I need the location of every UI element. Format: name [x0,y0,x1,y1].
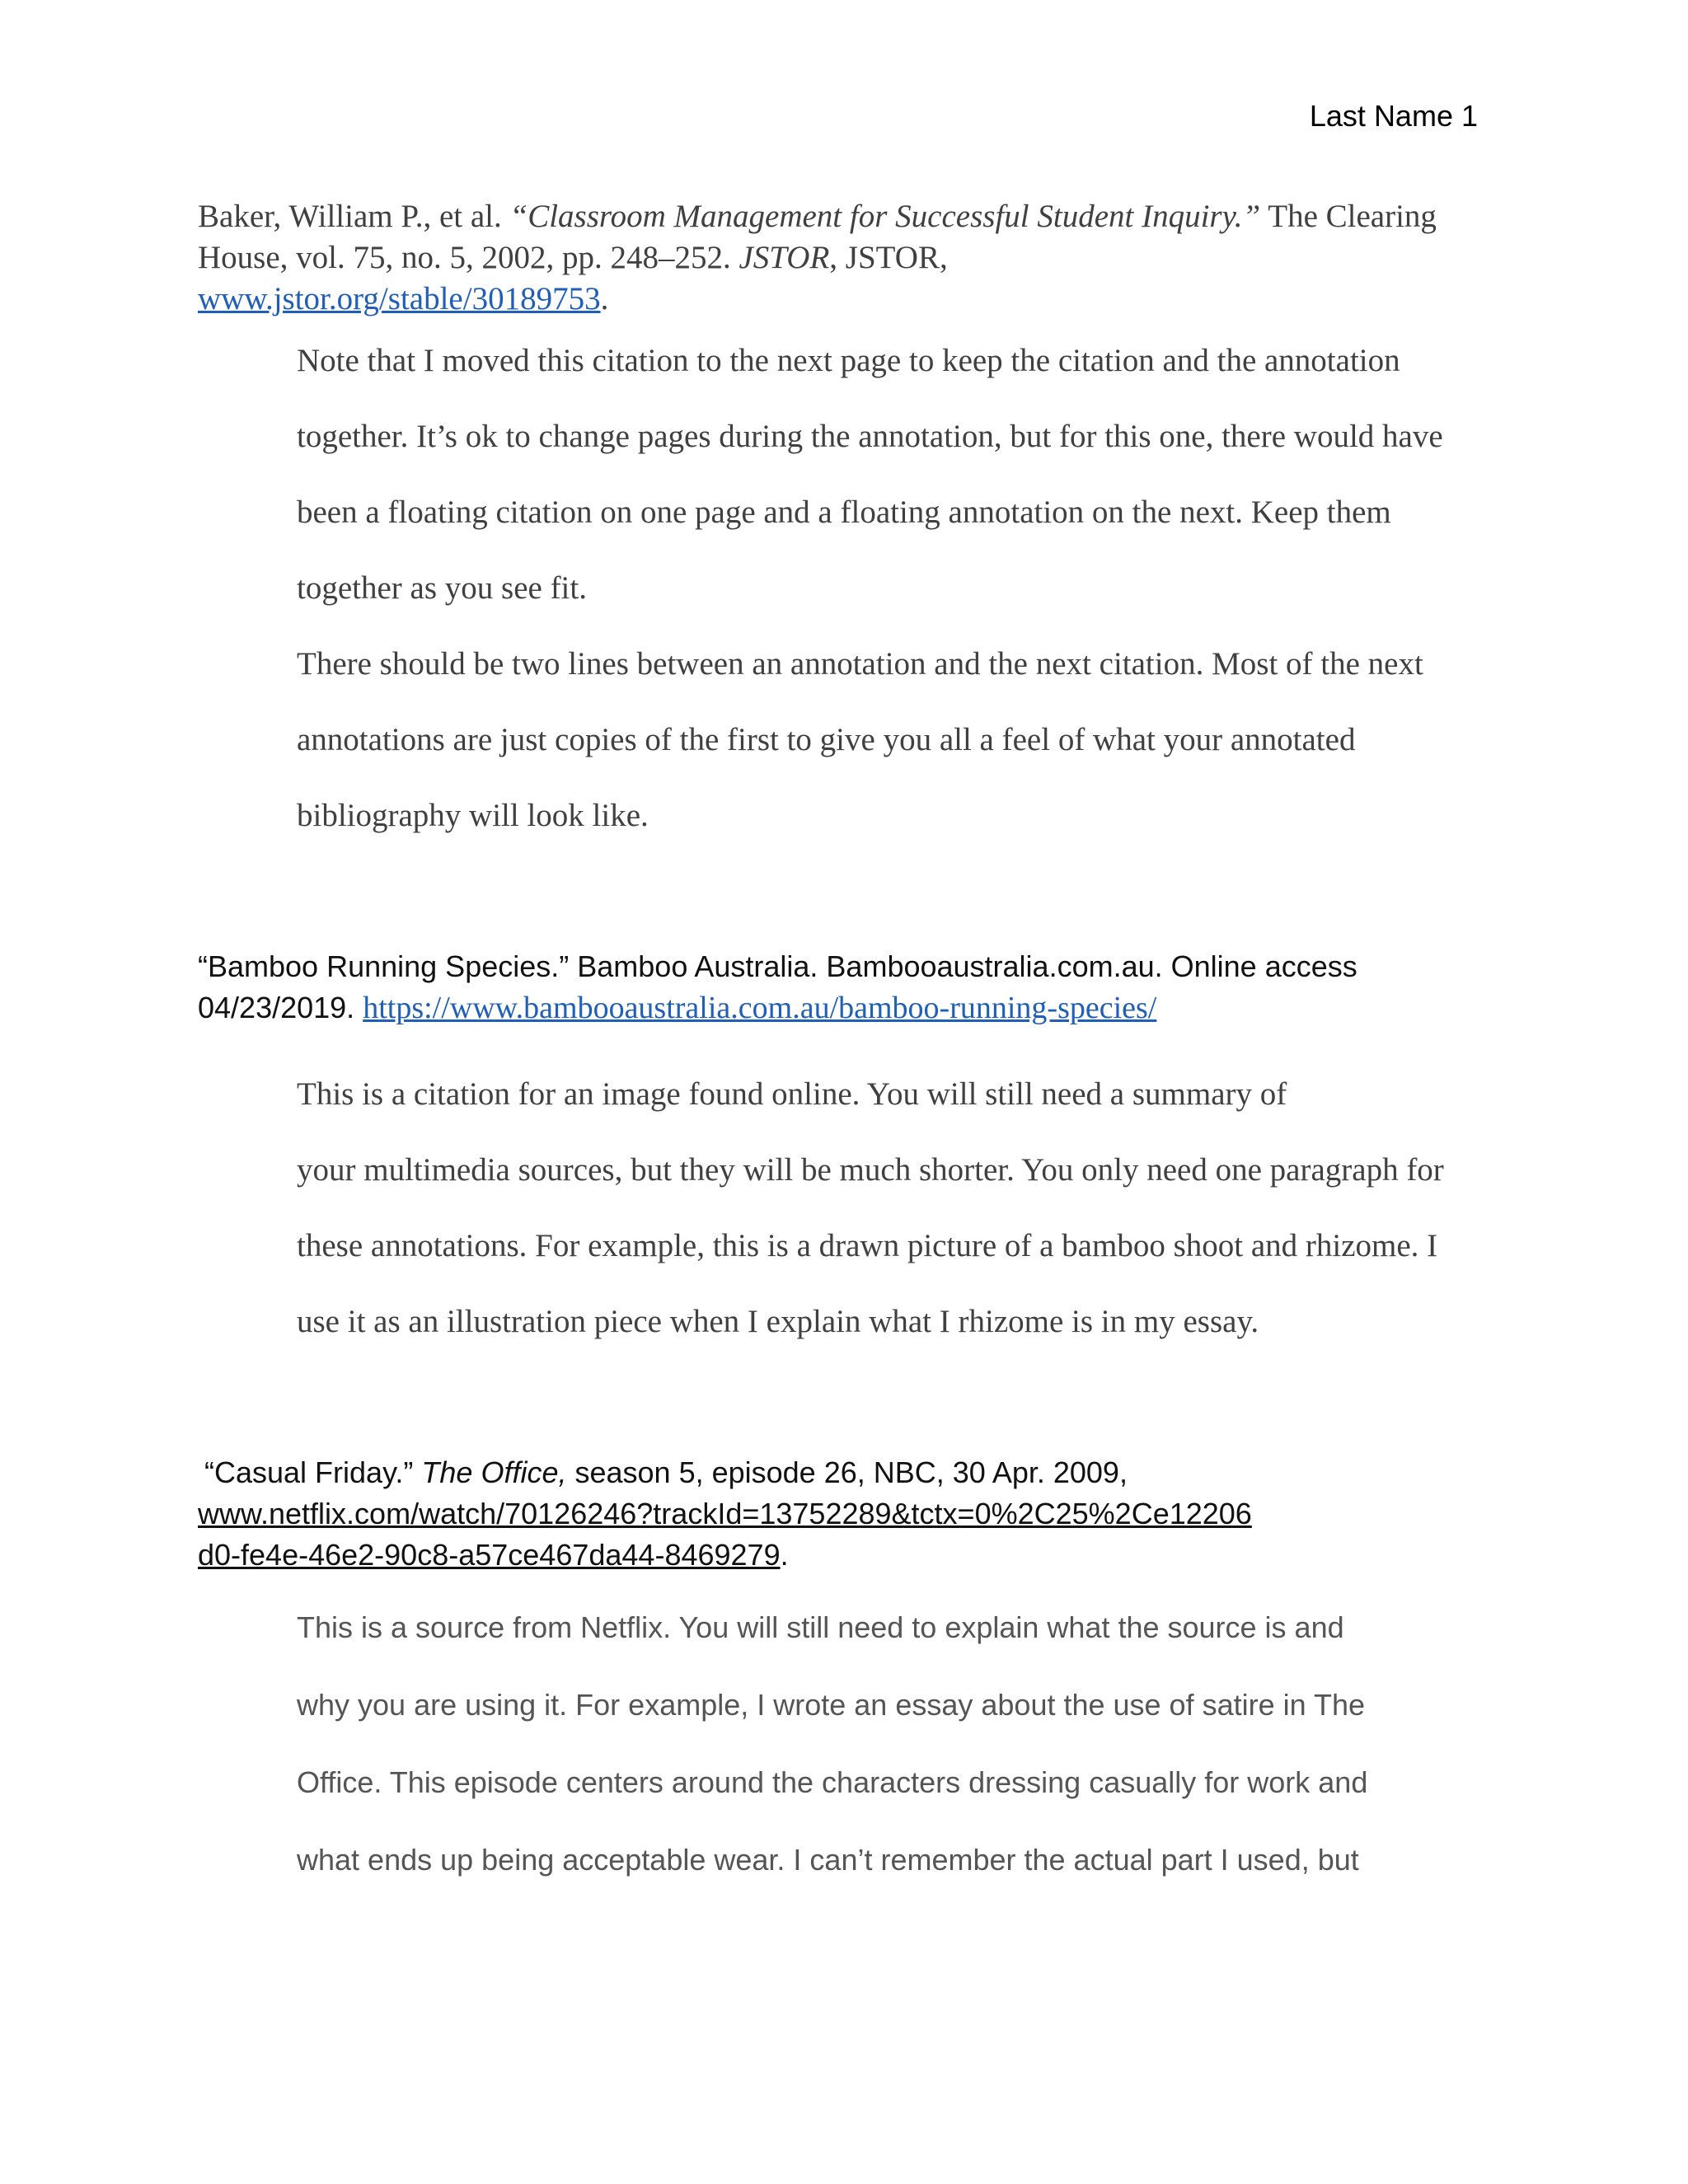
annotation-line: This is a citation for an image found online. You will still need a summary of [297,1076,1287,1112]
annotation-line: Note that I moved this citation to the next page to keep the citation and the annotation [297,343,1400,378]
citation-end-period: . [780,1538,789,1572]
annotation-line: together. It’s ok to change pages during the annotation, but for this one, there would have [297,419,1443,454]
annotation-line: annotations are just copies of the first to give you all a feel of what your annotated [297,722,1356,757]
annotation-line: what ends up being acceptable wear. I can’t remember the actual part I used, but [297,1843,1359,1877]
page-header: Last Name 1 [1309,99,1478,133]
annotation-line: bibliography will look like. [297,798,649,833]
citation-access-date: 04/23/2019. [198,991,355,1024]
annotation-baker [297,323,1484,854]
citation-url-link[interactable]: www.jstor.org/stable/30189753 [198,281,601,316]
annotation-office [297,1589,1484,1899]
citation-baker [198,196,1574,320]
citation-url-link[interactable]: www.netflix.com/watch/70126246?trackId=13752289&tctx=0%2C25%2Ce12206 [198,1497,1252,1530]
citation-episode-title: “Casual Friday.” [204,1455,414,1489]
citation-office [198,1452,1581,1576]
annotation-line: been a floating citation on one page and a floating annotation on the next. Keep them [297,494,1391,530]
annotation-bamboo [297,1057,1484,1360]
citation-bamboo [198,946,1574,1029]
annotation-line: There should be two lines between an annotation and the next citation. Most of the next [297,646,1423,682]
citation-database: JSTOR [738,240,830,275]
citation-url-link-cont[interactable]: d0-fe4e-46e2-90c8-a57ce467da44-8469279 [198,1538,781,1572]
citation-publisher: , JSTOR, [829,240,948,275]
citation-article-title: “Classroom Management for Successful Student Inquiry.” [509,199,1261,234]
annotation-line: use it as an illustration piece when I explain what I rhizome is in my essay. [297,1304,1259,1339]
annotation-line: This is a source from Netflix. You will still need to explain what the source is and [297,1610,1344,1644]
citation-show-title: The Office, [421,1455,567,1489]
citation-url-link[interactable]: https://www.bambooaustralia.com.au/bamboo-running-species/ [363,991,1157,1025]
annotation-line: these annotations. For example, this is a drawn picture of a bamboo shoot and rhizome. I [297,1228,1438,1263]
annotation-line: your multimedia sources, but they will be much shorter. You only need one paragraph for [297,1152,1444,1188]
annotation-line: together as you see fit. [297,570,587,606]
citation-bamboo-line1: “Bamboo Running Species.” Bamboo Australia. Bambooaustralia.com.au. Online access [198,949,1357,983]
annotation-line: why you are using it. For example, I wrote an essay about the use of satire in The [297,1688,1366,1722]
citation-episode-details: season 5, episode 26, NBC, 30 Apr. 2009, [574,1455,1128,1489]
citation-authors: Baker, William P., et al. [198,199,502,234]
citation-end-period: . [600,281,609,316]
annotation-line: Office. This episode centers around the characters dressing casually for work and [297,1765,1368,1799]
citation-journal: The Clearing [1268,199,1437,234]
citation-journal-details: House, vol. 75, no. 5, 2002, pp. 248–252. [198,240,731,275]
